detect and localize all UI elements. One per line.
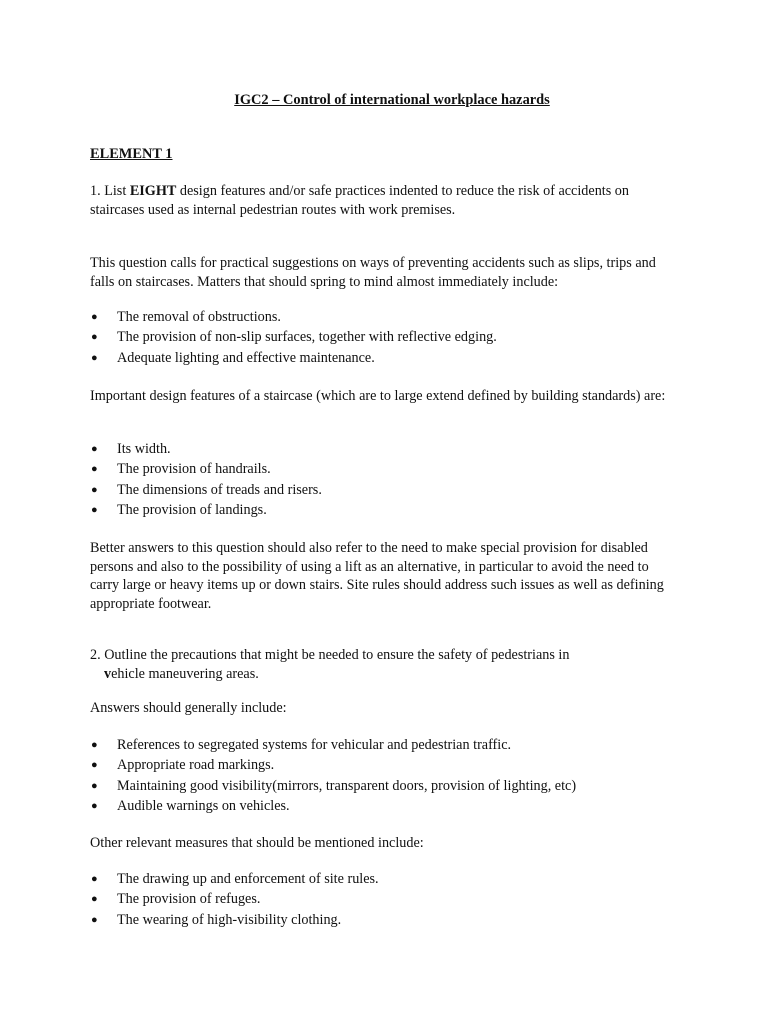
bullet-icon: ● xyxy=(91,759,98,772)
paragraph-2 xyxy=(90,387,680,406)
paragraph-5-text: Other relevant measures that should be mentioned include: xyxy=(90,835,424,851)
list-item: ● The drawing up and enforcement of site rules. xyxy=(91,871,379,887)
list-item: ● Its width. xyxy=(91,441,171,457)
bullet-icon: ● xyxy=(91,799,98,812)
paragraph-4 xyxy=(90,699,680,718)
question-2 xyxy=(90,646,690,683)
paragraph-5 xyxy=(90,834,680,853)
list-item: ● References to segregated systems for vehicular and pedestrian traffic. xyxy=(91,737,512,753)
question-1-emphasis: EIGHT xyxy=(129,183,177,199)
section-heading: ELEMENT 1 xyxy=(90,146,173,162)
question-2-line-2: ehicle maneuvering areas. xyxy=(111,665,259,682)
list-item: ● The provision of handrails. xyxy=(91,461,271,478)
bullet-icon: ● xyxy=(91,739,98,751)
list-item: ● Maintaining good visibility(mirrors, transparent doors, provision of lighting, etc) xyxy=(91,777,577,794)
list-item: ● Appropriate road markings. xyxy=(91,757,275,774)
bullet-icon: ● xyxy=(91,873,98,885)
bullet-icon: ● xyxy=(91,463,98,476)
bullet-icon: ● xyxy=(91,351,98,364)
list-item: ● The wearing of high-visibility clothing. xyxy=(91,911,342,928)
bullet-list-2 xyxy=(90,439,680,520)
question-2-line-1: 2. Outline the precautions that might be needed to ensure the safety of pedestrians in xyxy=(90,647,570,663)
list-item: ● Audible warnings on vehicles. xyxy=(91,797,290,814)
bullet-icon: ● xyxy=(91,483,98,496)
bullet-list-3 xyxy=(90,735,680,816)
paragraph-4-text: Answers should generally include: xyxy=(90,700,287,716)
list-item: ● Adequate lighting and effective maintenance. xyxy=(91,349,375,366)
question-1-text: design features and/or safe practices indented to reduce the risk of accidents on staircases used as internal pedestrian routes with work premises. xyxy=(90,183,629,218)
bullet-icon: ● xyxy=(91,443,98,455)
paragraph-2-text: Important design features of a staircase (which are to large extend defined by building standards) are: xyxy=(90,388,666,404)
bullet-icon: ● xyxy=(91,779,98,792)
bullet-icon: ● xyxy=(91,331,98,344)
bullet-icon: ● xyxy=(91,311,98,323)
bullet-list-1 xyxy=(90,307,680,368)
bullet-icon: ● xyxy=(91,913,98,926)
bullet-icon: ● xyxy=(91,893,98,906)
paragraph-1-text: This question calls for practical suggestions on ways of preventing accidents such as slips, trips and falls on staircases. Matters that should spring to mind almost immediately include: xyxy=(90,255,656,290)
bullet-list-4 xyxy=(90,869,680,930)
list-item: ● The provision of landings. xyxy=(91,501,267,518)
paragraph-3 xyxy=(90,539,680,613)
list-item: ● The provision of non-slip surfaces, together with reflective edging. xyxy=(91,329,497,346)
question-2-emphasis: v xyxy=(104,665,112,682)
list-item: ● The provision of refuges. xyxy=(91,891,261,908)
paragraph-3-text: Better answers to this question should also refer to the need to make special provision for disabled persons and also to the possibility of using a lift as an alternative, in particular to avoid the need to carry large or heavy items up or down stairs. Site rules should address such issues as well as defining appropriate footwear. xyxy=(90,540,664,612)
list-item: ● The dimensions of treads and risers. xyxy=(91,481,322,498)
paragraph-1 xyxy=(90,254,680,291)
list-item: ● The removal of obstructions. xyxy=(91,309,281,325)
question-1 xyxy=(90,182,680,219)
question-1-prefix: 1. List xyxy=(90,183,130,199)
bullet-icon: ● xyxy=(91,503,98,516)
document-title: IGC2 – Control of international workplace hazards xyxy=(234,92,550,108)
